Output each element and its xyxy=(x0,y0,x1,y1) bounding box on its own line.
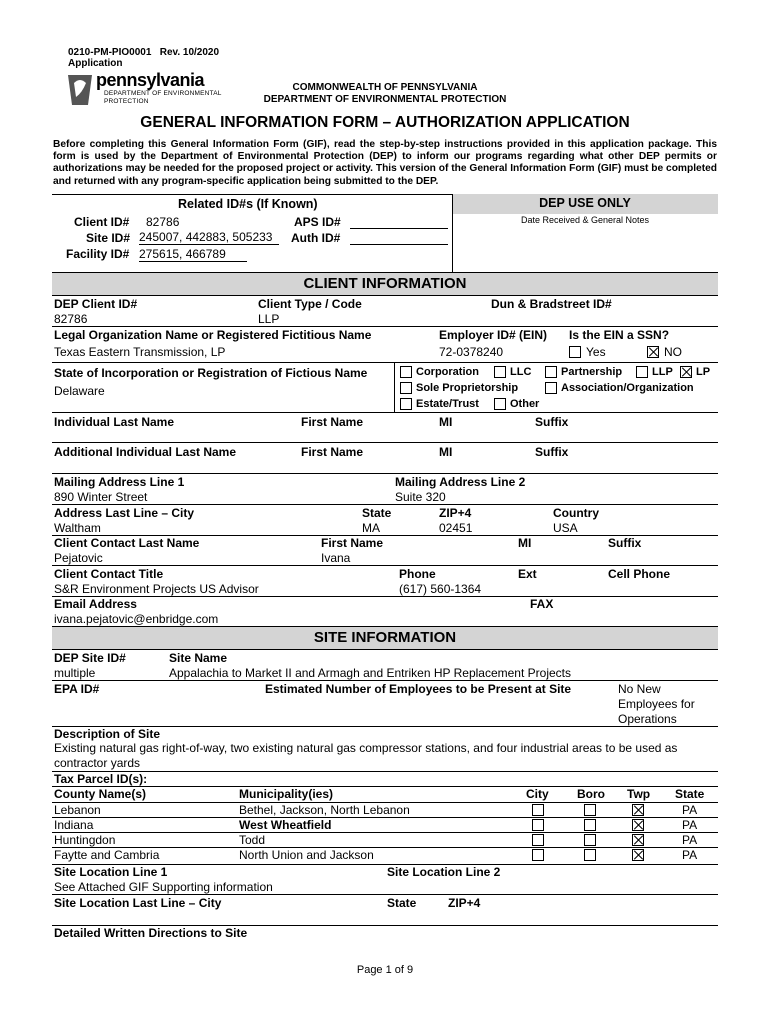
table-row xyxy=(52,832,718,847)
form-number: 0210-PM-PIO0001 Rev. 10/2020 xyxy=(68,47,220,58)
additional-mi-label: MI xyxy=(439,445,453,459)
mi-label: MI xyxy=(439,415,453,429)
state-label: State xyxy=(362,506,392,520)
county-col-header: County Name(s) xyxy=(54,787,147,801)
mailing-line2-label: Mailing Address Line 2 xyxy=(395,475,526,489)
state-cell[interactable]: PA xyxy=(682,833,698,847)
municipality-cell[interactable]: Bethel, Jackson, North Lebanon xyxy=(239,803,410,817)
partnership-label: Partnership xyxy=(561,366,623,378)
city-checkbox[interactable] xyxy=(532,834,544,846)
pa-dep-logo xyxy=(66,71,226,109)
contact-first-name-value[interactable]: Ivana xyxy=(321,551,351,565)
tax-parcel-label: Tax Parcel ID(s): xyxy=(54,772,148,786)
dep-use-only-title: DEP USE ONLY xyxy=(539,196,631,210)
contact-last-name-value[interactable]: Pejatovic xyxy=(54,551,103,565)
zip-value[interactable]: 02451 xyxy=(439,521,473,535)
additional-last-name-label: Additional Individual Last Name xyxy=(54,445,237,459)
dep-client-id-label: DEP Client ID# xyxy=(54,297,138,311)
yes-label: Yes xyxy=(586,345,606,359)
first-name-label: First Name xyxy=(301,415,364,429)
cell-phone-label: Cell Phone xyxy=(608,567,671,581)
site-name-value[interactable]: Appalachia to Market II and Armagh and Entriken HP Replacement Projects xyxy=(169,666,571,680)
facility-id-label: Facility ID# xyxy=(66,247,130,261)
contact-mi-label: MI xyxy=(518,536,532,550)
boro-checkbox[interactable] xyxy=(584,849,596,861)
duns-label: Dun & Bradstreet ID# xyxy=(491,297,612,311)
dep-site-id-label: DEP Site ID# xyxy=(54,651,126,665)
employees-label: Estimated Number of Employees to be Present at Site xyxy=(265,682,572,696)
city-col-header: City xyxy=(526,787,549,801)
suffix-label: Suffix xyxy=(535,415,569,429)
client-type-value[interactable]: LLP xyxy=(258,312,280,326)
contact-first-name-label: First Name xyxy=(321,536,384,550)
association-label: Association/Organization xyxy=(561,382,694,394)
city-checkbox[interactable] xyxy=(532,819,544,831)
intro-text: Before completing this General Information Form (GIF), read the step-by-step instructions provided in this application package. This form is used by the Department of Environmental Protection (DEP) to inform our programs regarding what other DEP permits or authorizations may be needed for the proposed project or activity. This version of the General Information Form (GIF) must be completed and returned with any program-specific application being submitted to the DEP. xyxy=(53,139,717,187)
phone-value[interactable]: (617) 560-1364 xyxy=(399,582,482,596)
mailing-line1-label: Mailing Address Line 1 xyxy=(54,475,185,489)
city-checkbox[interactable] xyxy=(532,804,544,816)
lp-checkbox[interactable] xyxy=(680,366,692,378)
association-checkbox[interactable] xyxy=(545,382,557,394)
llp-label: LLP xyxy=(652,366,673,378)
county-cell[interactable]: Indiana xyxy=(54,818,94,832)
site-location-line2-label: Site Location Line 2 xyxy=(387,865,501,879)
site-location-zip-label: ZIP+4 xyxy=(448,896,481,910)
municipality-cell[interactable]: North Union and Jackson xyxy=(239,848,374,862)
twp-checkbox[interactable] xyxy=(632,834,644,846)
table-row xyxy=(52,802,718,817)
email-label: Email Address xyxy=(54,597,137,611)
sole-proprietorship-checkbox[interactable] xyxy=(400,382,412,394)
logo-wordmark: pennsylvania xyxy=(96,70,205,90)
site-info-header: SITE INFORMATION xyxy=(52,626,718,650)
employees-value[interactable]: No New Employees for Operations xyxy=(618,682,695,726)
client-info-header: CLIENT INFORMATION xyxy=(52,272,718,296)
boro-col-header: Boro xyxy=(577,787,605,801)
no-label: NO xyxy=(664,345,682,359)
county-cell[interactable]: Lebanon xyxy=(54,803,101,817)
llc-label: LLC xyxy=(510,366,532,378)
state-cell[interactable]: PA xyxy=(682,818,698,832)
site-id-label: Site ID# xyxy=(86,231,131,245)
county-cell[interactable]: Faytte and Cambria xyxy=(54,848,160,862)
sole-proprietorship-label: Sole Proprietorship xyxy=(416,382,519,394)
site-description-value[interactable]: Existing natural gas right-of-way, two existing natural gas compressor stations, and four industrial areas to be used as contractor yards xyxy=(54,741,678,770)
site-name-label: Site Name xyxy=(169,651,228,665)
lp-label: LP xyxy=(696,366,711,378)
contact-title-label: Client Contact Title xyxy=(54,567,164,581)
address-city-label: Address Last Line – City xyxy=(54,506,195,520)
table-row xyxy=(52,817,718,832)
boro-checkbox[interactable] xyxy=(584,819,596,831)
ein-value[interactable]: 72-0378240 xyxy=(439,345,504,359)
auth-id-label: Auth ID# xyxy=(291,231,341,245)
estate-trust-label: Estate/Trust xyxy=(416,398,479,410)
document-type: Application xyxy=(68,58,123,69)
client-id-value[interactable]: 82786 xyxy=(146,215,180,229)
dep-site-id-value[interactable]: multiple xyxy=(54,666,96,680)
contact-last-name-label: Client Contact Last Name xyxy=(54,536,200,550)
client-type-label: Client Type / Code xyxy=(258,297,362,311)
individual-last-name-label: Individual Last Name xyxy=(54,415,175,429)
aps-id-field[interactable] xyxy=(350,228,448,229)
state-cell[interactable]: PA xyxy=(682,848,698,862)
ein-ssn-no-checkbox[interactable] xyxy=(647,346,659,358)
epa-id-label: EPA ID# xyxy=(54,682,100,696)
other-checkbox[interactable] xyxy=(494,398,506,410)
twp-checkbox[interactable] xyxy=(632,804,644,816)
zip-label: ZIP+4 xyxy=(439,506,472,520)
boro-checkbox[interactable] xyxy=(584,834,596,846)
municipality-cell[interactable]: West Wheatfield xyxy=(239,818,332,832)
twp-checkbox[interactable] xyxy=(632,819,644,831)
site-location-city-label: Site Location Last Line – City xyxy=(54,896,222,910)
municipality-col-header: Municipality(ies) xyxy=(239,787,334,801)
state-col-header: State xyxy=(675,787,705,801)
state-incorporation-value[interactable]: Delaware xyxy=(54,384,105,398)
state-value[interactable]: MA xyxy=(362,521,380,535)
twp-col-header: Twp xyxy=(627,787,651,801)
corporation-label: Corporation xyxy=(416,366,479,378)
facility-id-value[interactable]: 275615, 466789 xyxy=(139,247,226,261)
dep-client-id-value[interactable]: 82786 xyxy=(54,312,88,326)
contact-title-value[interactable]: S&R Environment Projects US Advisor xyxy=(54,582,259,596)
auth-id-field[interactable] xyxy=(350,244,448,245)
site-id-value[interactable]: 245007, 442883, 505233 xyxy=(139,230,273,244)
country-label: Country xyxy=(553,506,599,520)
boro-checkbox[interactable] xyxy=(584,804,596,816)
site-location-state-label: State xyxy=(387,896,417,910)
county-cell[interactable]: Huntingdon xyxy=(54,833,116,847)
dep-use-note: Date Received & General Notes xyxy=(520,215,650,225)
mailing-line2-value[interactable]: Suite 320 xyxy=(395,490,446,504)
aps-id-label: APS ID# xyxy=(294,215,341,229)
directions-label: Detailed Written Directions to Site xyxy=(54,926,248,940)
additional-first-name-label: First Name xyxy=(301,445,364,459)
related-ids-title: Related ID#s (If Known) xyxy=(178,197,318,211)
state-incorporation-label: State of Incorporation or Registration of Fictious Name xyxy=(54,366,368,380)
additional-suffix-label: Suffix xyxy=(535,445,569,459)
municipality-cell[interactable]: Todd xyxy=(239,833,266,847)
legal-org-value[interactable]: Texas Eastern Transmission, LP xyxy=(54,345,226,359)
site-description-label: Description of Site xyxy=(54,727,161,741)
ext-label: Ext xyxy=(518,567,537,581)
client-id-label: Client ID# xyxy=(74,215,130,229)
country-value[interactable]: USA xyxy=(553,521,578,535)
mailing-line1-value[interactable]: 890 Winter Street xyxy=(54,490,148,504)
state-cell[interactable]: PA xyxy=(682,803,698,817)
city-checkbox[interactable] xyxy=(532,849,544,861)
twp-checkbox[interactable] xyxy=(632,849,644,861)
corporation-checkbox[interactable] xyxy=(400,366,412,378)
table-row xyxy=(52,847,718,862)
llp-checkbox[interactable] xyxy=(636,366,648,378)
site-location-line1-label: Site Location Line 1 xyxy=(54,865,168,879)
site-location-line1-value[interactable]: See Attached GIF Supporting information xyxy=(54,880,273,894)
form-title: GENERAL INFORMATION FORM – AUTHORIZATION APPLICATION xyxy=(140,114,630,131)
page-number: Page 1 of 9 xyxy=(356,964,414,976)
phone-label: Phone xyxy=(399,567,436,581)
llc-checkbox[interactable] xyxy=(494,366,506,378)
contact-suffix-label: Suffix xyxy=(608,536,642,550)
keystone-icon xyxy=(66,71,94,107)
fax-label: FAX xyxy=(530,597,554,611)
ein-ssn-label: Is the EIN a SSN? xyxy=(569,328,670,342)
email-value[interactable]: ivana.pejatovic@enbridge.com xyxy=(54,612,219,626)
partnership-checkbox[interactable] xyxy=(545,366,557,378)
city-value[interactable]: Waltham xyxy=(54,521,101,535)
other-label: Other xyxy=(510,398,540,410)
agency-name: COMMONWEALTH OF PENNSYLVANIA DEPARTMENT OF ENVIRONMENTAL PROTECTION xyxy=(263,82,507,105)
ein-label: Employer ID# (EIN) xyxy=(439,328,548,342)
legal-org-label: Legal Organization Name or Registered Fictitious Name xyxy=(54,328,372,342)
estate-trust-checkbox[interactable] xyxy=(400,398,412,410)
ein-ssn-yes-checkbox[interactable] xyxy=(569,346,581,358)
logo-subtitle: DEPARTMENT OF ENVIRONMENTAL PROTECTION xyxy=(104,90,222,105)
